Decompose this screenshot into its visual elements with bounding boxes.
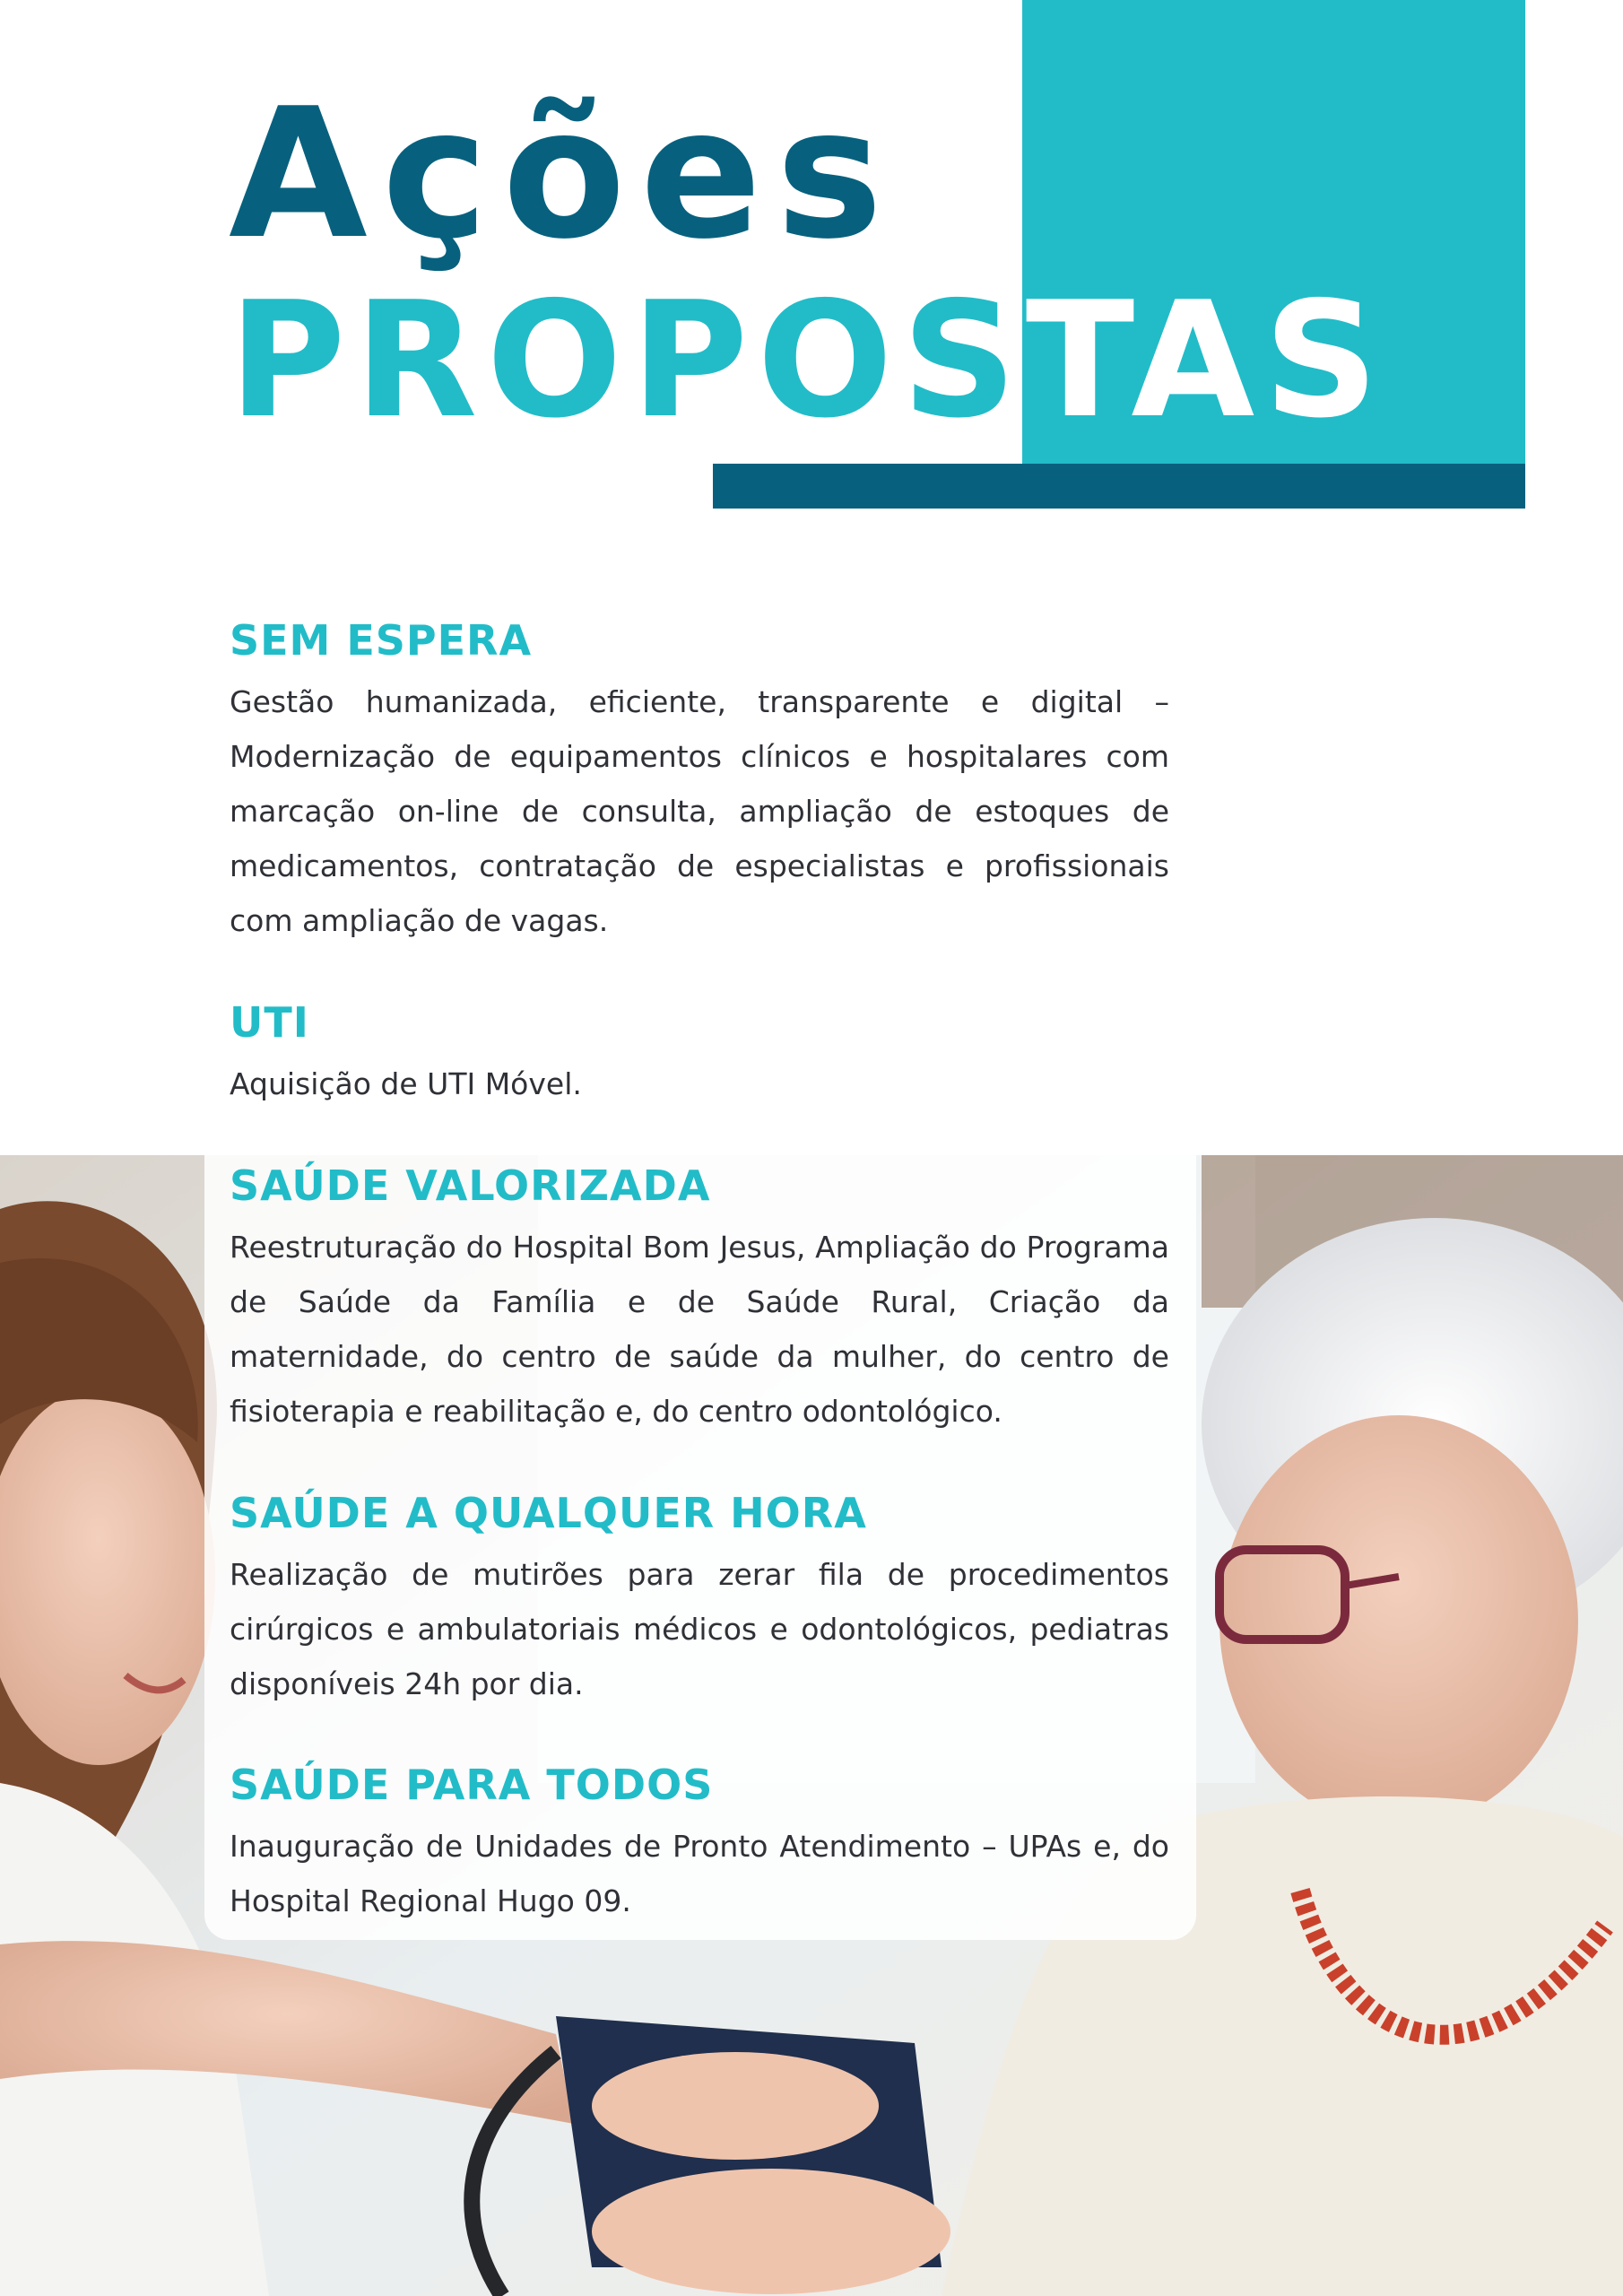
section-heading: UTI [230,998,309,1047]
section-saude-para-todos [230,1758,1169,1928]
page-title-line1: Ações [229,70,898,279]
section-heading: SAÚDE VALORIZADA [230,1161,711,1210]
section-sem-espera [230,613,1169,948]
page-title-line2 [229,267,1388,453]
section-uti [230,996,1169,1111]
page-title-line2-teal: PROPOS [229,267,1026,453]
section-body: Aquisição de UTI Móvel. [230,1066,582,1101]
page-title-line2-white: TAS [1025,267,1388,453]
section-body: Inauguração de Unidades de Pronto Atendimento – UPAs e, do Hospital Regional Hugo 09. [230,1829,1169,1918]
section-heading: SAÚDE PARA TODOS [230,1761,714,1809]
section-heading: SEM ESPERA [230,616,533,665]
title-accent-bar [713,464,1525,509]
section-body: Reestruturação do Hospital Bom Jesus, Ampliação do Programa de Saúde da Família e de Saúde Rural, Criação da maternidade, do centro de saúde da mulher, do centro de fisioterapia e reabilitação e, do centro odontológico. [230,1230,1169,1429]
section-saude-valorizada [230,1159,1169,1439]
section-saude-qualquer-hora [230,1486,1169,1711]
section-body: Gestão humanizada, eficiente, transparente e digital – Modernização de equipamentos clínicos e hospitalares com marcação on-line de consulta, ampliação de estoques de medicamentos, contratação de especialistas e profissionais com ampliação de vagas. [230,684,1169,938]
section-body: Realização de mutirões para zerar fila de procedimentos cirúrgicos e ambulatoriais médicos e odontológicos, pediatras disponíveis 24h por dia. [230,1557,1169,1701]
section-heading: SAÚDE A QUALQUER HORA [230,1489,867,1537]
